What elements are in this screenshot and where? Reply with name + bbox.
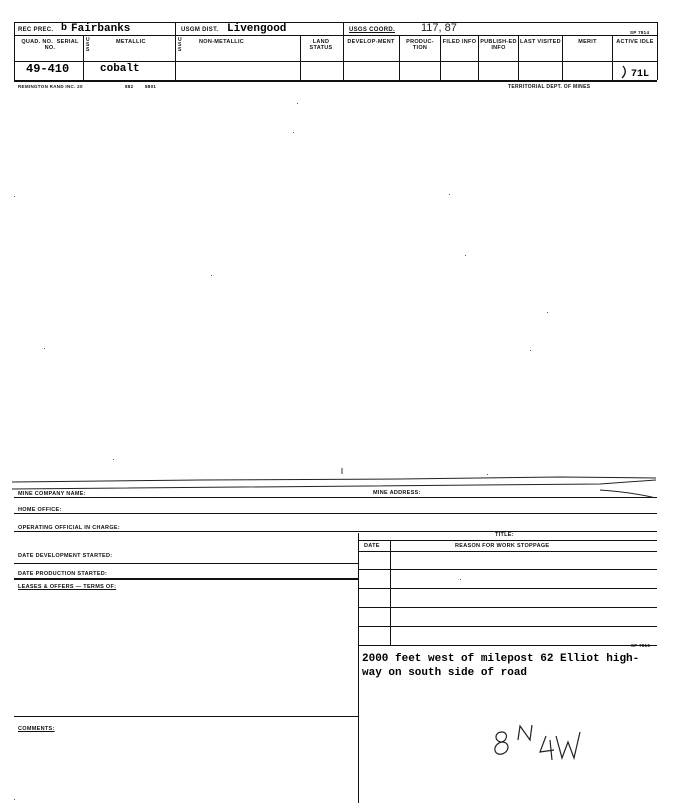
col-last-visited: LAST VISITED [520, 39, 561, 45]
col-production: PRODUC-TION [406, 39, 434, 51]
rec-prec-value: Fairbanks [71, 23, 131, 35]
col-published-info: PUBLISH-ED INFO [480, 39, 517, 51]
rec-prec-label: REC PREC. [18, 27, 54, 33]
operating-official-label: OPERATING OFFICIAL IN CHARGE: [18, 525, 120, 531]
title-label: TITLE: [495, 532, 514, 538]
reason-col-label: REASON FOR WORK STOPPAGE [455, 543, 550, 549]
comments-label: COMMENTS: [18, 726, 55, 732]
location-text-line2: way on south side of road [362, 667, 528, 679]
col-non-metallic: NON-METALLIC [199, 39, 245, 45]
col-quad-no: QUAD. NO. [21, 39, 54, 45]
printer-code-1: 882 [125, 84, 134, 89]
col-filed-info: FILED INFO [442, 39, 477, 45]
metallic-value: cobalt [100, 63, 140, 75]
col-active-idle: ACTIVE IDLE [616, 39, 654, 45]
card-torn-edge [0, 468, 678, 498]
rec-prec-mark: b [61, 23, 68, 34]
col-development: DEVELOP-MENT [347, 39, 395, 45]
date-production-label: DATE PRODUCTION STARTED: [18, 571, 108, 577]
mine-company-name-label: MINE COMPANY NAME: [18, 491, 86, 497]
department: TERRITORIAL DEPT. OF MINES [508, 84, 591, 90]
date-development-label: DATE DEVELOPMENT STARTED: [18, 553, 113, 559]
form-number: SP 7814 [630, 30, 650, 35]
leases-label: LEASES & OFFERS — TERMS OF: [18, 584, 117, 590]
col-serial-no: SERIAL NO. [44, 39, 79, 51]
col-quad-serial-header [18, 39, 82, 51]
bracket-mark [620, 64, 630, 80]
col-metallic: METALLIC [116, 39, 146, 45]
date-col-label: DATE [364, 543, 380, 549]
printer-code-2: 8801 [145, 84, 157, 89]
handwritten-note [490, 718, 590, 778]
quad-serial-value: 49-410 [26, 62, 70, 76]
location-text-line1: 2000 feet west of milepost 62 Elliot high- [362, 653, 640, 665]
bottom-form-number: SP 7815 [631, 643, 651, 648]
usgs-coord-label: USGS COORD. [349, 27, 395, 33]
col-merit: MERIT [578, 39, 597, 45]
home-office-label: HOME OFFICE: [18, 507, 62, 513]
col-land-status: LAND STATUS [309, 39, 333, 51]
active-idle-value: 71L [631, 69, 650, 80]
usgs-coord-value: 117, 87 [421, 22, 457, 34]
printer-imprint: REMINGTON RAND INC. 20 [18, 84, 83, 89]
uss-letters-non-metallic: U S S [178, 37, 182, 53]
usgm-dist-label: USGM DIST. [181, 27, 219, 33]
usgm-dist-value: Livengood [227, 23, 287, 35]
mine-address-label: MINE ADDRESS: [373, 490, 421, 496]
uss-letters-metallic: U S S [86, 37, 90, 53]
